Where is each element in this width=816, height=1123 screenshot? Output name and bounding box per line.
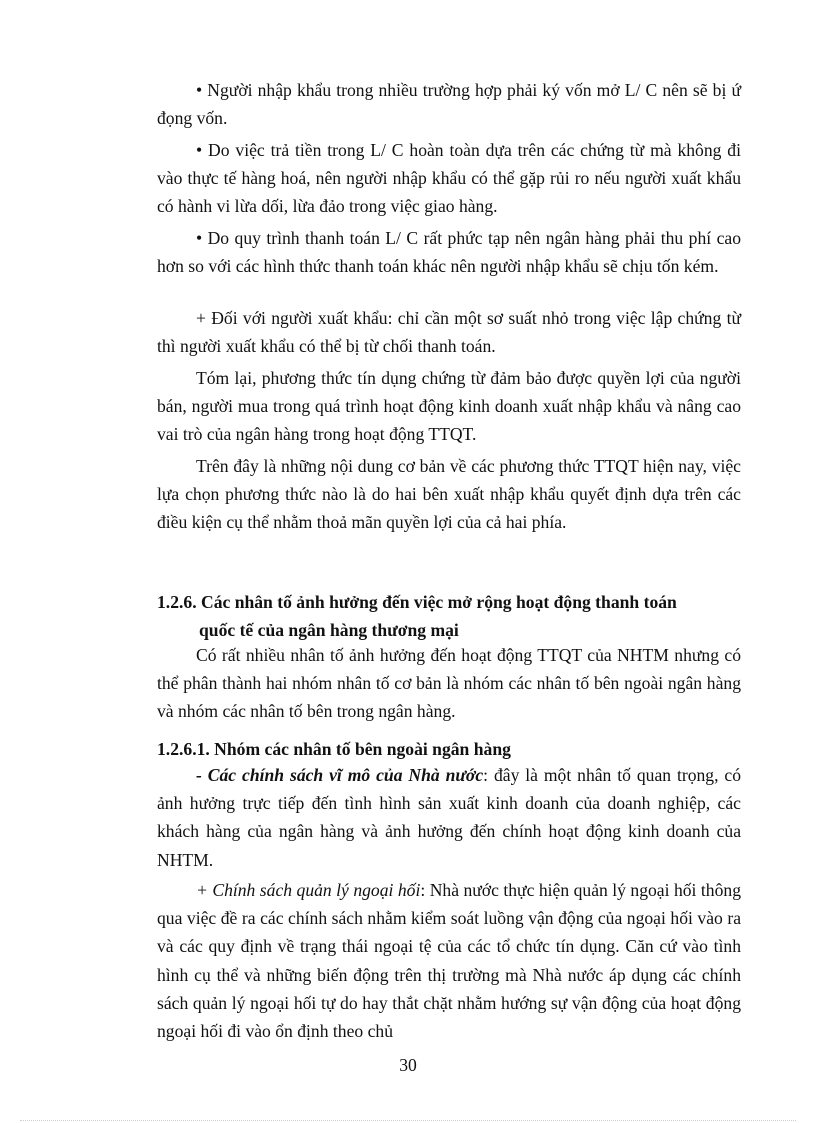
section-heading-1-2-6-1: 1.2.6.1. Nhóm các nhân tố bên ngoài ngân hàng [157, 739, 511, 759]
forex-policy-lead: + Chính sách quản lý ngoại hối [196, 880, 421, 900]
paragraph-exporter: + Đối với người xuất khẩu: chỉ cần một sơ suất nhỏ trong việc lập chứng từ thì người xuất khẩu có thể bị từ chối thanh toán. [157, 308, 741, 357]
macro-policy-lead: - Các chính sách vĩ mô của Nhà nước [196, 765, 484, 785]
paragraph-conclusion: Trên đây là những nội dung cơ bản về các phương thức TTQT hiện nay, việc lựa chọn phương thức nào là do hai bên xuất nhập khẩu quyết định dựa trên các điều kiện cụ thể nhằm thoả mãn quyền lợi của cả hai phía. [157, 456, 741, 533]
section-heading-1-2-6 [157, 588, 741, 644]
page-bottom-divider [20, 1120, 796, 1121]
paragraph-importer-cost: • Do quy trình thanh toán L/ C rất phức tạp nên ngân hàng phải thu phí cao hơn so với các hình thức thanh toán khác nên người nhập khẩu sẽ chịu tốn kém. [157, 228, 741, 277]
section-heading-1-2-6-line1: 1.2.6. Các nhân tố ảnh hưởng đến việc mở rộng hoạt động thanh toán [157, 592, 677, 612]
page-number: 30 [399, 1055, 417, 1075]
paragraph-forex-policy [157, 876, 741, 1045]
forex-policy-text: : Nhà nước thực hiện quản lý ngoại hối thông qua việc đề ra các chính sách nhằm kiểm soát luồng vận động của ngoại hối vào ra và các quy định về trạng thái ngoại tệ của các tổ chức tín dụng. Căn cứ vào tình hình cụ thể và những biến động trên thị trường mà Nhà nước áp dụng các chính sách quản lý ngoại hối tự do hay thắt chặt nhằm hướng sự vận động của hoạt động ngoại hối đi vào ổn định theo chủ [157, 880, 741, 1042]
paragraph-summary: Tóm lại, phương thức tín dụng chứng từ đảm bảo được quyền lợi của người bán, người mua trong quá trình hoạt động kinh doanh xuất nhập khẩu và nâng cao vai trò của ngân hàng trong hoạt động TTQT. [157, 368, 741, 445]
paragraph-macro-policy [157, 761, 741, 874]
section-heading-1-2-6-line2: quốc tế của ngân hàng thương mại [199, 620, 459, 641]
paragraph-importer-capital: • Người nhập khẩu trong nhiều trường hợp phải ký vốn mở L/ C nên sẽ bị ứ đọng vốn. [157, 80, 741, 129]
paragraph-factors-intro: Có rất nhiều nhân tố ảnh hưởng đến hoạt động TTQT của NHTM nhưng có thể phân thành hai nhóm nhân tố cơ bản là nhóm các nhân tố bên ngoài ngân hàng và nhóm các nhân tố bên trong ngân hàng. [157, 645, 741, 722]
macro-policy-text: : đây là một nhân tố quan trọng, có ảnh hưởng trực tiếp đến tình hình sản xuất kinh doanh của doanh nghiệp, các khách hàng của ngân hàng và ảnh hưởng đến chính hoạt động kinh doanh của NHTM. [157, 765, 741, 870]
paragraph-importer-risk: • Do việc trả tiền trong L/ C hoàn toàn dựa trên các chứng từ mà không đi vào thực tế hàng hoá, nên người nhập khẩu có thể gặp rủi ro nếu người xuất khẩu có hành vi lừa dối, lừa đảo trong việc giao hàng. [157, 140, 741, 217]
